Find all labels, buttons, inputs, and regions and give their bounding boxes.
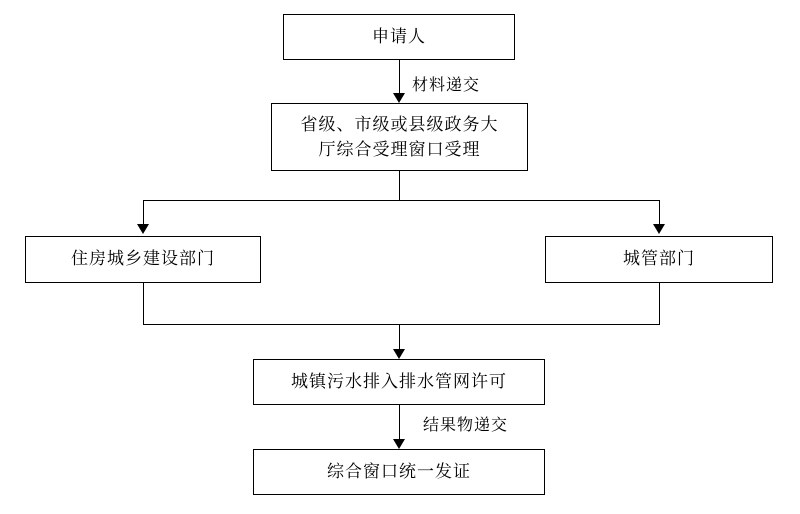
node-sewage-discharge-permit: [253, 359, 545, 405]
connector-urban-down: [659, 283, 660, 324]
edge-label-deliver-result: 结果物递交: [423, 417, 509, 434]
connector-merge-bus: [143, 324, 660, 325]
node-applicant-label: 申请人: [372, 26, 426, 46]
arrowhead-to-urban: [653, 224, 665, 234]
node-housing-department: [25, 236, 261, 283]
connector-to-urban: [659, 200, 660, 226]
node-urban-management-department: [545, 236, 773, 283]
arrowhead-applicant-to-reception: [393, 93, 405, 103]
edge-label-submit-materials: 材料递交: [412, 77, 481, 94]
node-urban-management-department-label: 城管部门: [623, 249, 695, 269]
node-unified-certificate-issuance: [253, 449, 545, 495]
node-sewage-discharge-permit-label: 城镇污水排入排水管网许可: [291, 371, 507, 391]
node-applicant: [283, 14, 515, 60]
arrowhead-to-housing: [137, 224, 149, 234]
connector-reception-split-bus: [143, 200, 660, 201]
node-reception-window: [271, 103, 528, 171]
connector-to-housing: [143, 200, 144, 226]
node-reception-window-line1: 省级、市级或县级政务大: [300, 114, 499, 134]
connector-reception-stem: [399, 171, 400, 200]
node-housing-department-label: 住房城乡建设部门: [71, 249, 215, 269]
connector-housing-down: [143, 283, 144, 324]
arrowhead-to-permit: [393, 349, 405, 359]
connector-applicant-to-reception: [399, 60, 400, 95]
connector-merge-stem: [399, 324, 400, 351]
node-reception-window-line2: 厅综合受理窗口受理: [318, 140, 481, 159]
connector-permit-to-issue: [399, 405, 400, 441]
arrowhead-permit-to-issue: [393, 439, 405, 449]
node-unified-certificate-issuance-label: 综合窗口统一发证: [327, 461, 471, 481]
